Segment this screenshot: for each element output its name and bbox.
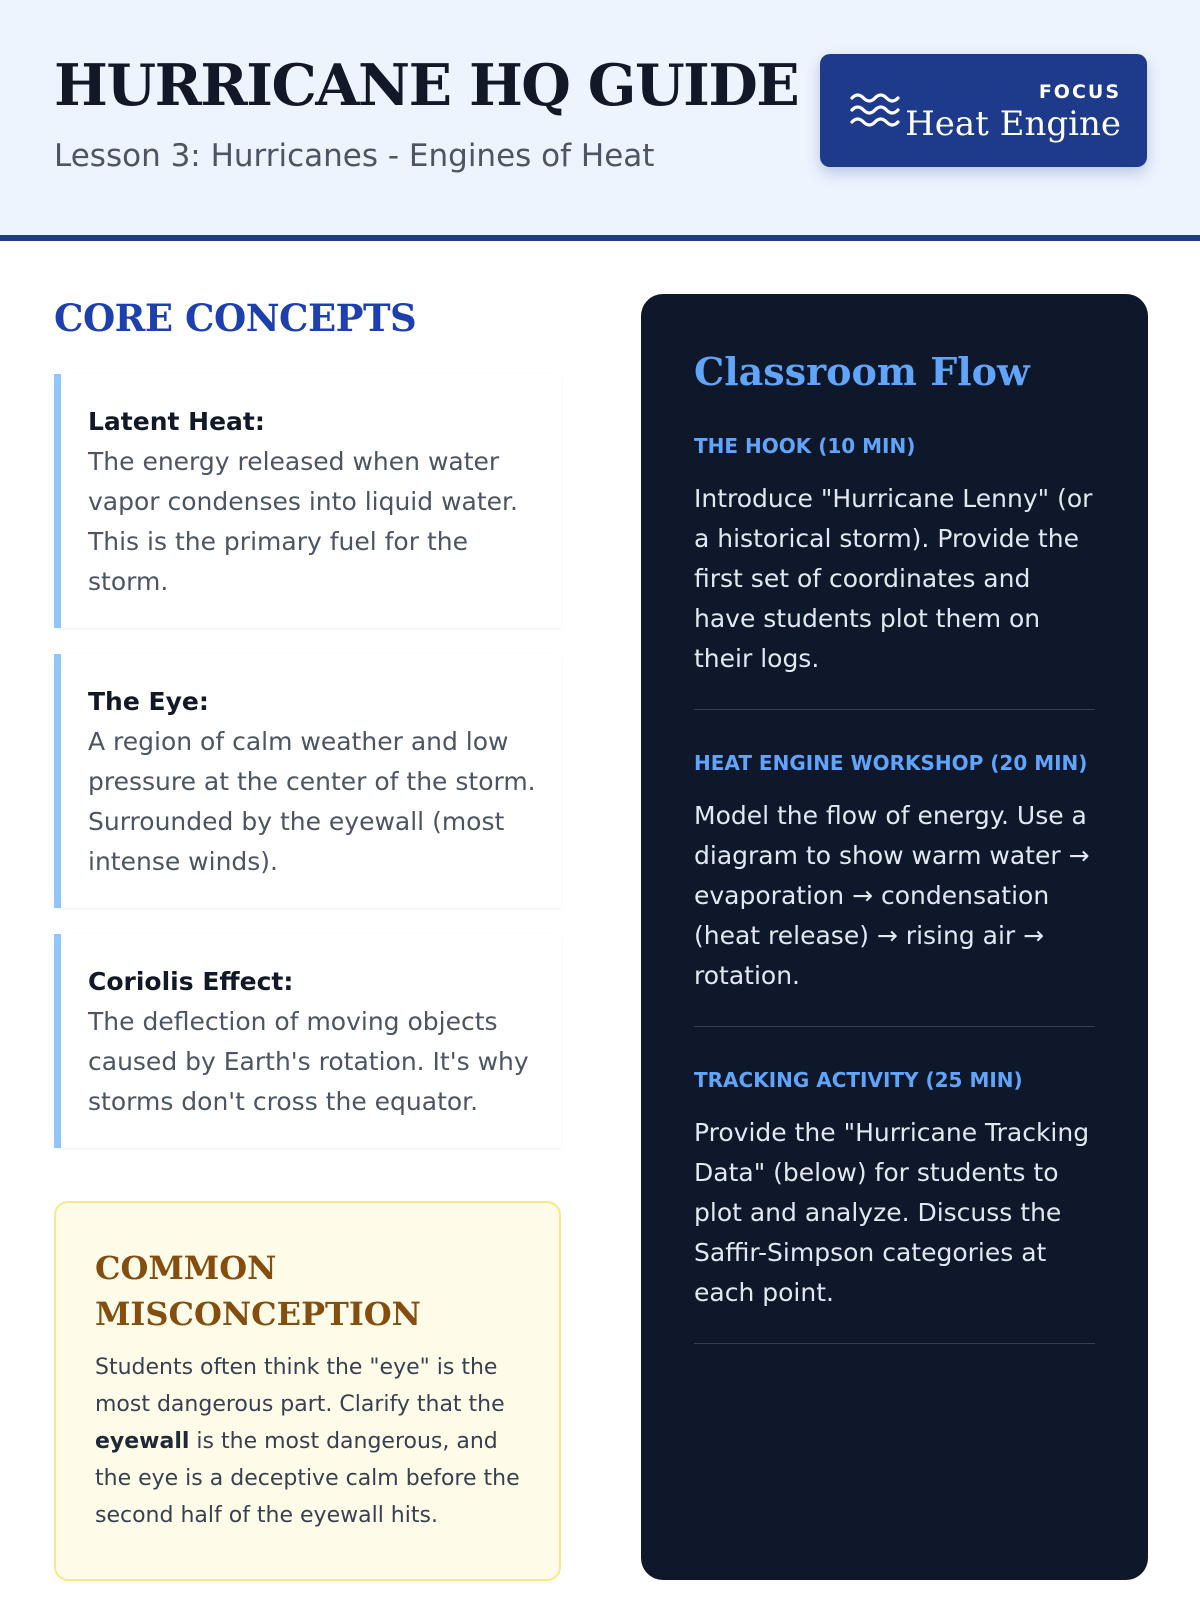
flow-step-label: TRACKING ACTIVITY (25 MIN) <box>694 1068 1023 1092</box>
flow-step-label: HEAT ENGINE WORKSHOP (20 MIN) <box>694 751 1088 775</box>
concept-term: Coriolis Effect: <box>88 967 294 996</box>
misconception-text-start: Students often think the "eye" is the most dangerous part. Clarify that the <box>95 1355 505 1417</box>
page-header <box>0 0 1200 241</box>
concept-definition: The deflection of moving objects caused by Earth's rotation. It's why storms don't cross the equator. <box>88 1007 529 1116</box>
concept-card-the-eye <box>54 654 561 908</box>
waves-icon <box>848 88 902 132</box>
page-subtitle: Lesson 3: Hurricanes - Engines of Heat <box>54 138 655 174</box>
focus-badge <box>820 54 1147 167</box>
concept-term: The Eye: <box>88 687 209 716</box>
misconception-text-end: is the most dangerous, and the eye is a deceptive calm before the second half of the eyewall hits. <box>95 1429 520 1528</box>
flow-step-text: Provide the "Hurricane Tracking Data" (below) for students to plot and analyze. Discuss the Saffir-Simpson categories at each point. <box>694 1118 1090 1307</box>
misconception-title <box>95 1245 531 1337</box>
flow-step-label: THE HOOK (10 MIN) <box>694 434 916 458</box>
focus-value: Heat Engine <box>905 104 1121 144</box>
misconception-title-line2: MISCONCEPTION <box>95 1295 421 1333</box>
misconception-title-line1: COMMON <box>95 1249 277 1287</box>
flow-step-heat-engine-workshop <box>694 750 1095 1027</box>
focus-label: FOCUS <box>1038 81 1121 103</box>
concept-card-latent-heat <box>54 374 561 628</box>
flow-step-tracking-activity <box>694 1067 1095 1344</box>
flow-step-text: Introduce "Hurricane Lenny" (or a historical storm). Provide the first set of coordinates and have students plot them on their logs. <box>694 484 1093 673</box>
flow-step-text: Model the flow of energy. Use a diagram to show warm water → evaporation → condensation (heat release) → rising air → rotation. <box>694 801 1090 990</box>
classroom-flow-title: Classroom Flow <box>694 349 1030 394</box>
classroom-flow-panel <box>641 294 1148 1580</box>
page-title: HURRICANE HQ GUIDE <box>54 52 799 119</box>
concept-card-coriolis-effect <box>54 934 561 1148</box>
misconception-emphasis: eyewall <box>95 1429 190 1454</box>
core-concepts-title: CORE CONCEPTS <box>54 296 417 340</box>
flow-step-hook <box>694 433 1095 710</box>
misconception-callout <box>54 1201 561 1581</box>
concept-definition: A region of calm weather and low pressure at the center of the storm. Surrounded by the eyewall (most intense winds). <box>88 727 536 876</box>
concept-definition: The energy released when water vapor condenses into liquid water. This is the primary fuel for the storm. <box>88 447 518 596</box>
misconception-text <box>95 1349 531 1534</box>
concept-term: Latent Heat: <box>88 407 265 436</box>
